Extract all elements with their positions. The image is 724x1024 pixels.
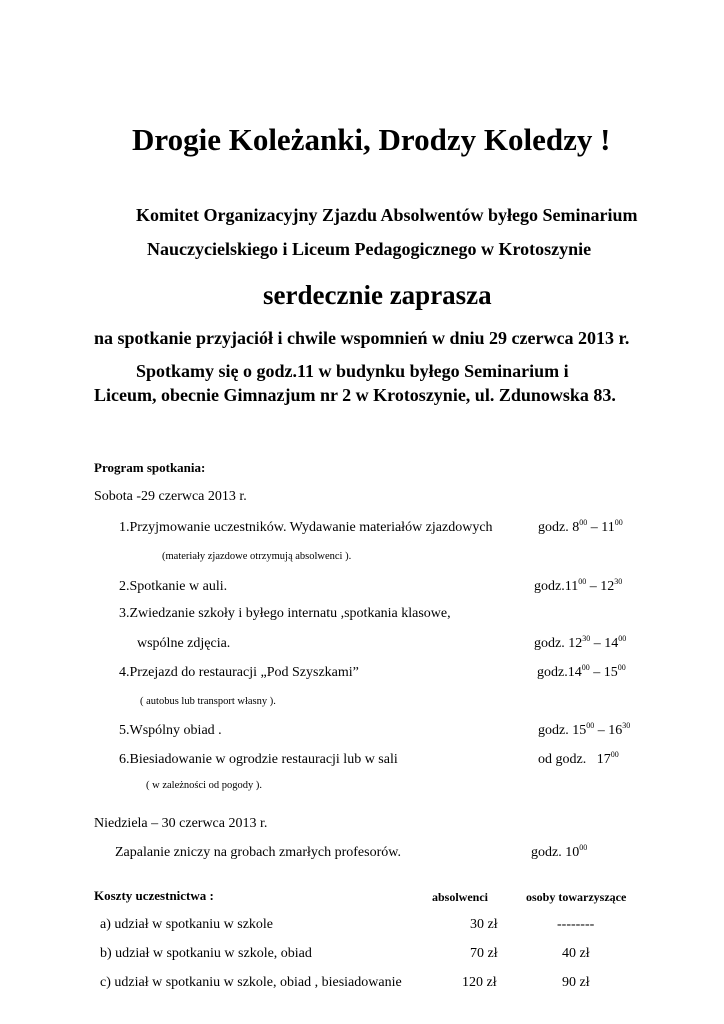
- cost-row-a-graduates: 30 zł: [470, 917, 498, 932]
- program-item-2-time: $godz.11^{00} - 12^{30}$: [534, 577, 623, 594]
- program-item-6-time: od godz. $17^{00}$: [538, 750, 619, 767]
- committee-line-2: Nauczycielskiego i Liceum Pedagogicznego w Krotoszynie: [147, 239, 592, 259]
- program-item-4: 4.Przejazd do restauracji „Pod Szyszkami”: [119, 665, 359, 680]
- program-title: Program spotkania:: [94, 460, 206, 475]
- invitation-line: na spotkanie przyjaciół i chwile wspomnień w dniu 29 czerwca 2013 r.: [94, 328, 630, 348]
- program-item-3-time: godz. $12^{30} - 14^{00}$: [534, 634, 627, 651]
- cost-row-c-companions: 90 zł: [562, 975, 590, 990]
- program-item-4-time: $godz.14^{00} - 15^{00}$: [537, 663, 626, 680]
- program-item-3: 3.Zwiedzanie szkoły i byłego internatu ,spotkania klasowe,: [119, 606, 451, 621]
- program-item-3-cont: wspólne zdjęcia.: [137, 636, 231, 651]
- meeting-line-2: Liceum, obecnie Gimnazjum nr 2 w Krotoszynie, ul. Zdunowska 83.: [94, 385, 616, 405]
- sunday-item-time: godz. $10^{00}$: [531, 843, 588, 860]
- program-item-2: 2.Spotkanie w auli.: [119, 579, 228, 594]
- cost-row-b-companions: 40 zł: [562, 946, 590, 961]
- sunday-item: Zapalanie zniczy na grobach zmarłych profesorów.: [115, 845, 401, 860]
- invitation-heading: serdecznie zaprasza: [263, 280, 492, 310]
- program-item-6: 6.Biesiadowanie w ogrodzie restauracji lub w sali: [119, 752, 398, 767]
- program-note-1: (materiały zjazdowe otrzymują absolwenci ).: [162, 551, 352, 562]
- costs-title: Koszty uczestnictwa :: [94, 888, 214, 903]
- program-item-5-time: godz. $15^{00} - 16^{30}$: [538, 721, 631, 738]
- cost-row-c-label: c) udział w spotkaniu w szkole, obiad , biesiadowanie: [100, 975, 402, 990]
- sunday-heading: Niedziela – 30 czerwca 2013 r.: [94, 816, 268, 831]
- cost-row-b-label: b) udział w spotkaniu w szkole, obiad: [100, 946, 312, 961]
- costs-col-companions: osoby towarzyszące: [526, 890, 627, 904]
- cost-row-b-graduates: 70 zł: [470, 946, 498, 961]
- program-note-6: ( w zależności od pogody ).: [146, 780, 263, 791]
- page-title: Drogie Koleżanki, Drodzy Koledzy !: [132, 122, 611, 157]
- committee-line-1: Komitet Organizacyjny Zjazdu Absolwentów byłego Seminarium: [136, 205, 638, 225]
- meeting-line-1: Spotkamy się o godz.11 w budynku byłego Seminarium i: [136, 361, 569, 381]
- program-item-5: 5.Wspólny obiad .: [119, 723, 222, 738]
- program-item-1: 1.Przyjmowanie uczestników. Wydawanie materiałów zjazdowych: [119, 520, 493, 535]
- program-note-4: ( autobus lub transport własny ).: [140, 696, 276, 707]
- cost-row-c-graduates: 120 zł: [462, 975, 497, 990]
- cost-row-a-label: a) udział w spotkaniu w szkole: [100, 917, 274, 932]
- program-item-1-time: godz. $8^{00} - 11^{00}$: [538, 518, 623, 535]
- costs-col-graduates: absolwenci: [432, 890, 489, 904]
- saturday-heading: Sobota -29 czerwca 2013 r.: [94, 489, 247, 504]
- cost-row-a-companions: --------: [557, 917, 595, 932]
